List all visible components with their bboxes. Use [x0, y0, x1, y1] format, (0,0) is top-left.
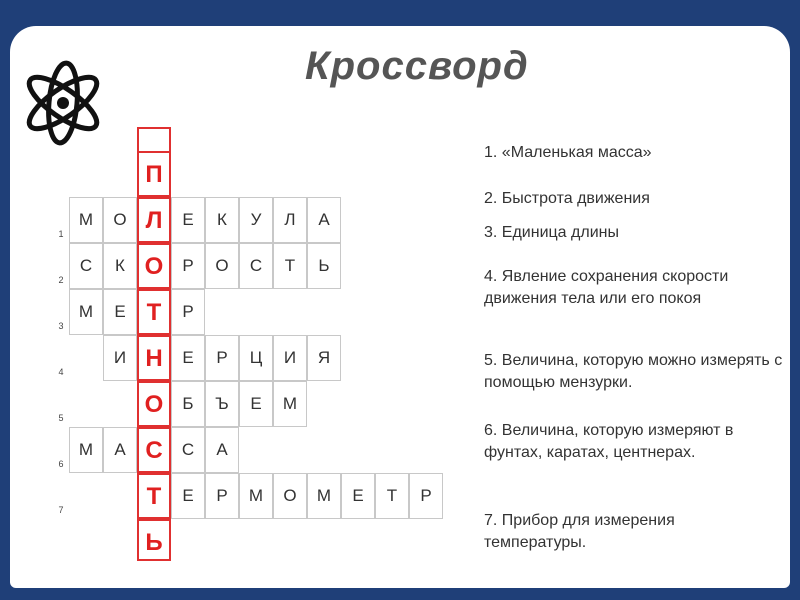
crossword-cell: О — [103, 197, 137, 243]
crossword-cell: Е — [171, 473, 205, 519]
question-number: 5. — [484, 352, 502, 369]
question-number: 6. — [484, 422, 502, 439]
keyword-cell: О — [137, 381, 171, 427]
crossword-cell: А — [103, 427, 137, 473]
crossword-cell: С — [171, 427, 205, 473]
crossword-cell: И — [273, 335, 307, 381]
crossword-cell: А — [205, 427, 239, 473]
question-item — [484, 222, 774, 244]
crossword-cell: О — [205, 243, 239, 289]
crossword-cell: Е — [341, 473, 375, 519]
crossword-cell: М — [307, 473, 341, 519]
row-number: 1 — [58, 229, 64, 239]
crossword-cell: К — [205, 197, 239, 243]
page-title: Кроссворд — [305, 44, 529, 88]
crossword-cell: Л — [273, 197, 307, 243]
keyword-cell: П — [137, 151, 171, 197]
crossword-cell: А — [307, 197, 341, 243]
crossword-cell: М — [273, 381, 307, 427]
keyword-cell: Ь — [137, 519, 171, 561]
crossword-cell: У — [239, 197, 273, 243]
question-text: Величина, которую можно измерять с помощью мензурки. — [484, 352, 783, 391]
question-item — [484, 142, 774, 164]
question-text: Единица длины — [501, 224, 619, 241]
question-text: Величина, которую измеряют в фунтах, каратах, центнерах. — [484, 422, 734, 461]
crossword-cell: Т — [273, 243, 307, 289]
crossword-cell: Е — [171, 197, 205, 243]
question-text: «Маленькая масса» — [501, 144, 652, 161]
row-number: 5 — [58, 413, 64, 423]
question-number: 1. — [484, 144, 502, 161]
crossword-cell: С — [69, 243, 103, 289]
crossword-cell: Б — [171, 381, 205, 427]
crossword-cell: М — [69, 427, 103, 473]
crossword-cell: Р — [171, 243, 205, 289]
crossword-cell: Е — [239, 381, 273, 427]
crossword-cell: Р — [205, 335, 239, 381]
row-number: 3 — [58, 321, 64, 331]
keyword-cell: Н — [137, 335, 171, 381]
crossword-cell: К — [103, 243, 137, 289]
question-item — [484, 350, 784, 394]
keyword-cell: Л — [137, 197, 171, 243]
question-number: 3. — [484, 224, 502, 241]
crossword-cell: Е — [171, 335, 205, 381]
crossword-cell: Т — [375, 473, 409, 519]
keyword-cell-spacer — [137, 127, 171, 153]
crossword-cell: О — [273, 473, 307, 519]
crossword-cell: Ь — [307, 243, 341, 289]
row-number: 4 — [58, 367, 64, 377]
crossword-cell: Е — [103, 289, 137, 335]
crossword-cell: М — [69, 197, 103, 243]
crossword-cell: М — [239, 473, 273, 519]
keyword-cell: Т — [137, 473, 171, 519]
crossword-cell: С — [239, 243, 273, 289]
keyword-cell: С — [137, 427, 171, 473]
crossword-cell: Ъ — [205, 381, 239, 427]
row-number: 2 — [58, 275, 64, 285]
question-item — [484, 266, 774, 310]
question-number: 2. — [484, 190, 502, 207]
question-text: Прибор для измерения температуры. — [484, 512, 675, 551]
question-item — [484, 420, 774, 464]
crossword-cell: И — [103, 335, 137, 381]
question-text: Явление сохранения скорости движения тела или его покоя — [484, 268, 729, 307]
crossword-cell: Р — [171, 289, 205, 335]
crossword-cell: М — [69, 289, 103, 335]
question-text: Быстрота движения — [501, 190, 650, 207]
question-item — [484, 188, 774, 210]
keyword-cell: О — [137, 243, 171, 289]
crossword-cell: Я — [307, 335, 341, 381]
row-number: 7 — [58, 505, 64, 515]
question-item — [484, 510, 774, 554]
crossword-cell: Р — [409, 473, 443, 519]
keyword-cell: Т — [137, 289, 171, 335]
crossword-cell: Р — [205, 473, 239, 519]
row-number: 6 — [58, 459, 64, 469]
question-number: 4. — [484, 268, 502, 285]
question-number: 7. — [484, 512, 502, 529]
crossword-cell: Ц — [239, 335, 273, 381]
